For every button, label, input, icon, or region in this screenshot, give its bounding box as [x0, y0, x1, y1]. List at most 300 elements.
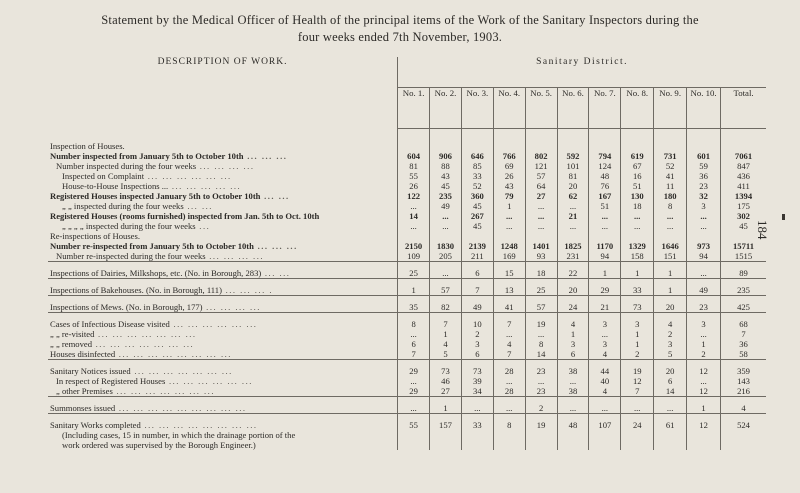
district-cell: 20: [654, 366, 687, 376]
district-cell: 40: [589, 376, 621, 386]
table-row: [48, 440, 766, 450]
district-cell: 5: [430, 349, 462, 360]
district-cell: [654, 141, 687, 151]
total-cell: 36: [721, 339, 766, 349]
district-cell: ...: [398, 329, 430, 339]
column-header: No. 2.: [430, 88, 462, 129]
leader-dots: ... ... ... ... ... ... ... ...: [115, 349, 232, 359]
district-cell: [493, 440, 525, 450]
district-cell: [430, 141, 462, 151]
page-mark: [782, 214, 785, 220]
district-cell: 73: [621, 302, 654, 313]
district-cell: 7: [461, 285, 493, 296]
district-cell: 55: [398, 420, 430, 430]
district-cell: 4: [589, 349, 621, 360]
leader-dots: ... ... ... ... ... ... ...: [130, 366, 233, 376]
district-cell: 32: [687, 191, 721, 201]
district-cell: 61: [654, 420, 687, 430]
total-cell: 436: [721, 171, 766, 181]
district-cell: 1: [621, 339, 654, 349]
district-cell: 8: [493, 420, 525, 430]
column-header: No. 10.: [687, 88, 721, 129]
row-label: Number re-inspected from January 5th to October 10th: [50, 241, 254, 251]
district-cell: 21: [589, 302, 621, 313]
district-cell: 6: [461, 349, 493, 360]
district-cell: 20: [557, 285, 589, 296]
district-cell: 73: [430, 366, 462, 376]
district-cell: [621, 440, 654, 450]
district-cell: 13: [493, 285, 525, 296]
district-cell: 235: [430, 191, 462, 201]
district-cell: 57: [430, 285, 462, 296]
district-cell: 4: [589, 386, 621, 397]
district-cell: ...: [557, 403, 589, 414]
district-cell: 646: [461, 151, 493, 161]
district-cell: 1170: [589, 241, 621, 251]
district-cell: 28: [493, 386, 525, 397]
district-cell: 34: [461, 386, 493, 397]
row-label: Re-inspections of Houses.: [50, 231, 140, 241]
row-label: Number re-inspected during the four weeks: [56, 251, 206, 261]
district-cell: 14: [654, 386, 687, 397]
total-cell: 7: [721, 329, 766, 339]
district-cell: [461, 141, 493, 151]
district-cell: 2139: [461, 241, 493, 251]
district-cell: 64: [525, 181, 557, 191]
district-cell: 24: [557, 302, 589, 313]
district-cell: 3: [654, 339, 687, 349]
table-row: [48, 386, 766, 397]
row-description: [48, 171, 398, 181]
district-cell: [525, 440, 557, 450]
column-header: No. 3.: [461, 88, 493, 129]
district-cell: 26: [493, 171, 525, 181]
district-cell: 94: [589, 251, 621, 262]
row-label: „ „ re-visited: [50, 329, 95, 339]
row-description: [48, 241, 398, 251]
district-cell: 130: [621, 191, 654, 201]
table-row: [48, 403, 766, 414]
district-cell: 6: [398, 339, 430, 349]
district-cell: 151: [654, 251, 687, 262]
district-cell: ...: [557, 376, 589, 386]
district-cell: 1: [621, 268, 654, 279]
description-header: DESCRIPTION OF WORK.: [157, 57, 288, 67]
district-cell: 3: [461, 339, 493, 349]
row-label: „ other Premises: [56, 386, 113, 396]
district-cell: 1: [654, 268, 687, 279]
row-description: [48, 440, 398, 450]
district-cell: 18: [621, 201, 654, 211]
district-cell: [430, 430, 462, 440]
column-header: No. 4.: [493, 88, 525, 129]
district-cell: [461, 430, 493, 440]
row-description: [48, 211, 398, 221]
district-cell: [557, 430, 589, 440]
district-cell: 2: [621, 349, 654, 360]
total-cell: [721, 440, 766, 450]
column-header: No. 5.: [525, 88, 557, 129]
district-cell: [654, 430, 687, 440]
district-cell: [525, 430, 557, 440]
row-description: [48, 403, 398, 414]
row-label: work ordered was supervised by the Borough Engineer.): [62, 440, 256, 450]
table-row: [48, 181, 766, 191]
district-cell: [557, 141, 589, 151]
district-cell: [557, 231, 589, 241]
district-cell: 604: [398, 151, 430, 161]
district-cell: ...: [398, 201, 430, 211]
district-cell: 267: [461, 211, 493, 221]
district-cell: ...: [493, 376, 525, 386]
table-row: [48, 171, 766, 181]
district-cell: 19: [525, 420, 557, 430]
district-cell: 2: [525, 403, 557, 414]
total-cell: 302: [721, 211, 766, 221]
district-cell: 15: [493, 268, 525, 279]
district-cell: 1: [654, 285, 687, 296]
district-cell: ...: [621, 221, 654, 231]
district-cell: 41: [654, 171, 687, 181]
total-cell: 216: [721, 386, 766, 397]
district-cell: 101: [557, 161, 589, 171]
district-cell: 121: [525, 161, 557, 171]
column-header: No. 6.: [557, 88, 589, 129]
district-cell: 14: [525, 349, 557, 360]
district-cell: 11: [654, 181, 687, 191]
district-cell: 23: [687, 181, 721, 191]
district-cell: ...: [461, 403, 493, 414]
district-cell: ...: [687, 376, 721, 386]
total-cell: 45: [721, 221, 766, 231]
district-cell: ...: [430, 268, 462, 279]
total-cell: 15711: [721, 241, 766, 251]
district-cell: ...: [557, 201, 589, 211]
district-cell: 29: [398, 366, 430, 376]
row-description: [48, 268, 398, 279]
table-row: [48, 268, 766, 279]
table-row: [48, 339, 766, 349]
district-cell: 1: [430, 403, 462, 414]
district-cell: 2: [461, 329, 493, 339]
district-cell: 69: [493, 161, 525, 171]
row-description: [48, 329, 398, 339]
leader-dots: ... ... ... ... ... ... ... ...: [140, 420, 258, 430]
district-cell: ...: [430, 211, 462, 221]
district-cell: 1401: [525, 241, 557, 251]
district-cell: ...: [687, 221, 721, 231]
district-cell: 6: [654, 376, 687, 386]
district-cell: 766: [493, 151, 525, 161]
district-cell: ...: [687, 268, 721, 279]
district-cell: [398, 141, 430, 151]
district-cell: 43: [430, 171, 462, 181]
district-cell: 49: [687, 285, 721, 296]
district-cell: 27: [430, 386, 462, 397]
column-header: No. 7.: [589, 88, 621, 129]
row-label: Inspection of Houses.: [50, 141, 125, 151]
district-cell: 24: [621, 420, 654, 430]
district-cell: 794: [589, 151, 621, 161]
district-cell: [687, 440, 721, 450]
leader-dots: ... ... ... ... ... ... ... ... ...: [115, 403, 247, 413]
district-cell: 12: [687, 420, 721, 430]
table-row: [48, 211, 766, 221]
leader-dots: ... ... ...: [253, 241, 298, 251]
district-cell: 12: [621, 376, 654, 386]
district-cell: [589, 440, 621, 450]
district-cell: ...: [525, 376, 557, 386]
leader-dots: ... ... ... ...: [196, 161, 255, 171]
row-description: [48, 161, 398, 171]
row-label: Registered Houses (rooms furnished) inspected from Jan. 5th to Oct. 10th: [50, 211, 320, 221]
district-cell: 49: [430, 201, 462, 211]
district-cell: ...: [493, 403, 525, 414]
district-cell: 41: [493, 302, 525, 313]
district-cell: 85: [461, 161, 493, 171]
district-cell: 5: [654, 349, 687, 360]
row-description: [48, 386, 398, 397]
district-cell: ...: [589, 211, 621, 221]
leader-dots: ... ... ... ...: [202, 302, 261, 312]
district-cell: 7: [493, 349, 525, 360]
title-line-2: four weeks ended 7th November, 1903.: [297, 30, 503, 44]
table-row: [48, 285, 766, 296]
district-cell: 14: [398, 211, 430, 221]
row-label: Number inspected during the four weeks: [56, 161, 197, 171]
row-label: „ „ removed: [50, 339, 92, 349]
district-cell: 23: [525, 366, 557, 376]
district-cell: 48: [589, 171, 621, 181]
district-cell: 158: [621, 251, 654, 262]
district-cell: [398, 231, 430, 241]
row-description: [48, 231, 398, 241]
district-cell: 49: [461, 302, 493, 313]
table-row: [48, 319, 766, 329]
district-cell: ...: [654, 211, 687, 221]
district-cell: ...: [589, 329, 621, 339]
table-row: [48, 231, 766, 241]
district-cell: 3: [557, 339, 589, 349]
district-cell: 28: [493, 366, 525, 376]
district-cell: 27: [525, 191, 557, 201]
district-cell: ...: [621, 211, 654, 221]
district-cell: 45: [430, 181, 462, 191]
district-cell: 3: [621, 319, 654, 329]
total-cell: 235: [721, 285, 766, 296]
district-cell: 46: [430, 376, 462, 386]
district-cell: ...: [398, 376, 430, 386]
table-row: [48, 329, 766, 339]
district-cell: ...: [525, 329, 557, 339]
district-cell: 19: [525, 319, 557, 329]
district-cell: 2150: [398, 241, 430, 251]
district-cell: 81: [557, 171, 589, 181]
district-cell: 7: [621, 386, 654, 397]
total-cell: 4: [721, 403, 766, 414]
row-label: In respect of Registered Houses: [56, 376, 166, 386]
row-label: House-to-House Inspections ...: [62, 181, 169, 191]
district-cell: [430, 440, 462, 450]
district-cell: 38: [557, 386, 589, 397]
district-cell: [557, 440, 589, 450]
table-row: [48, 161, 766, 171]
district-cell: 3: [589, 339, 621, 349]
row-description: [48, 181, 398, 191]
work-statement-table: [48, 57, 766, 450]
district-cell: [589, 141, 621, 151]
district-cell: 26: [398, 181, 430, 191]
district-cell: 52: [461, 181, 493, 191]
row-description: [48, 201, 398, 211]
district-cell: 4: [430, 339, 462, 349]
district-cell: [654, 231, 687, 241]
district-cell: 45: [461, 221, 493, 231]
leader-dots: ... ... ...: [243, 151, 288, 161]
district-cell: 52: [654, 161, 687, 171]
leader-dots: ... ... ... .: [221, 285, 274, 295]
district-cell: ...: [589, 221, 621, 231]
district-cell: 73: [461, 366, 493, 376]
row-description: [48, 302, 398, 313]
total-cell: 1394: [721, 191, 766, 201]
row-description: [48, 319, 398, 329]
district-cell: 81: [398, 161, 430, 171]
row-label: Number inspected from January 5th to October 10th: [50, 151, 244, 161]
district-cell: 1: [557, 329, 589, 339]
leader-dots: ... ...: [260, 191, 290, 201]
district-cell: 231: [557, 251, 589, 262]
district-cell: [589, 430, 621, 440]
district-cell: 1329: [621, 241, 654, 251]
table-row: [48, 302, 766, 313]
district-cell: 19: [621, 366, 654, 376]
table-row: [48, 366, 766, 376]
total-cell: 847: [721, 161, 766, 171]
district-cell: [654, 440, 687, 450]
district-cell: 205: [430, 251, 462, 262]
district-cell: 2: [687, 349, 721, 360]
district-cell: 802: [525, 151, 557, 161]
district-cell: [589, 231, 621, 241]
table-row: [48, 151, 766, 161]
district-cell: 82: [430, 302, 462, 313]
row-description: [48, 141, 398, 151]
row-description: [48, 366, 398, 376]
district-cell: 59: [687, 161, 721, 171]
district-cell: 10: [461, 319, 493, 329]
district-cell: 167: [589, 191, 621, 201]
total-cell: 411: [721, 181, 766, 191]
district-cell: 20: [654, 302, 687, 313]
leader-dots: ... ... ... ... ...: [168, 181, 242, 191]
district-cell: 7: [398, 349, 430, 360]
row-label: „ „ inspected during the four weeks: [62, 201, 184, 211]
district-cell: 33: [621, 285, 654, 296]
district-cell: [525, 231, 557, 241]
row-description: [48, 430, 398, 440]
district-cell: [621, 430, 654, 440]
district-cell: 12: [687, 386, 721, 397]
district-cell: 79: [493, 191, 525, 201]
district-cell: 18: [525, 268, 557, 279]
district-cell: ...: [430, 221, 462, 231]
row-label: (Including cases, 15 in number, in which the drainage portion of the: [62, 430, 296, 440]
district-cell: ...: [493, 221, 525, 231]
row-label: Summonses issued: [50, 403, 116, 413]
district-cell: [621, 141, 654, 151]
row-label: Inspections of Mews. (No. in Borough, 177): [50, 302, 203, 312]
row-description: [48, 339, 398, 349]
district-cell: 1: [493, 201, 525, 211]
district-cell: ...: [525, 201, 557, 211]
district-cell: 35: [398, 302, 430, 313]
document-title: [40, 12, 760, 46]
district-cell: 33: [461, 171, 493, 181]
district-cell: 16: [621, 171, 654, 181]
total-cell: 425: [721, 302, 766, 313]
district-cell: 1825: [557, 241, 589, 251]
total-cell: 68: [721, 319, 766, 329]
district-cell: 29: [398, 386, 430, 397]
district-cell: 4: [493, 339, 525, 349]
district-cell: 33: [461, 420, 493, 430]
title-line-1: Statement by the Medical Officer of Health of the principal items of the Work of the Sanitary Inspectors during the: [101, 13, 699, 27]
total-cell: [721, 141, 766, 151]
table-row: [48, 349, 766, 360]
row-description: [48, 151, 398, 161]
total-cell: 1515: [721, 251, 766, 262]
total-cell: 143: [721, 376, 766, 386]
district-cell: 57: [525, 171, 557, 181]
total-cell: [721, 231, 766, 241]
table-row: [48, 191, 766, 201]
district-cell: 94: [687, 251, 721, 262]
district-cell: 731: [654, 151, 687, 161]
district-cell: [398, 440, 430, 450]
table-body: [48, 129, 766, 451]
district-cell: 21: [557, 211, 589, 221]
district-cell: 6: [557, 349, 589, 360]
district-cell: 8: [525, 339, 557, 349]
district-cell: 22: [557, 268, 589, 279]
district-cell: 48: [557, 420, 589, 430]
district-cell: 55: [398, 171, 430, 181]
row-label: Inspections of Dairies, Milkshops, etc. (No. in Borough, 283): [50, 268, 262, 278]
row-description: [48, 221, 398, 231]
row-label: Sanitary Works completed: [50, 420, 141, 430]
district-cell: [461, 231, 493, 241]
district-cell: 57: [525, 302, 557, 313]
district-cell: 12: [687, 366, 721, 376]
district-cell: [398, 430, 430, 440]
district-cell: 6: [461, 268, 493, 279]
district-cell: 39: [461, 376, 493, 386]
leader-dots: ... ... ... ... ... ... ...: [92, 339, 195, 349]
district-cell: 4: [654, 319, 687, 329]
district-cell: 180: [654, 191, 687, 201]
district-cell: 44: [589, 366, 621, 376]
district-cell: ...: [589, 403, 621, 414]
district-cell: [621, 231, 654, 241]
district-cell: 1: [430, 329, 462, 339]
district-cell: 1: [589, 268, 621, 279]
row-label: „ „ „ „ inspected during the four weeks: [62, 221, 196, 231]
total-cell: 58: [721, 349, 766, 360]
district-cell: 36: [687, 171, 721, 181]
district-cell: 3: [589, 319, 621, 329]
column-header: No. 1.: [398, 88, 430, 129]
